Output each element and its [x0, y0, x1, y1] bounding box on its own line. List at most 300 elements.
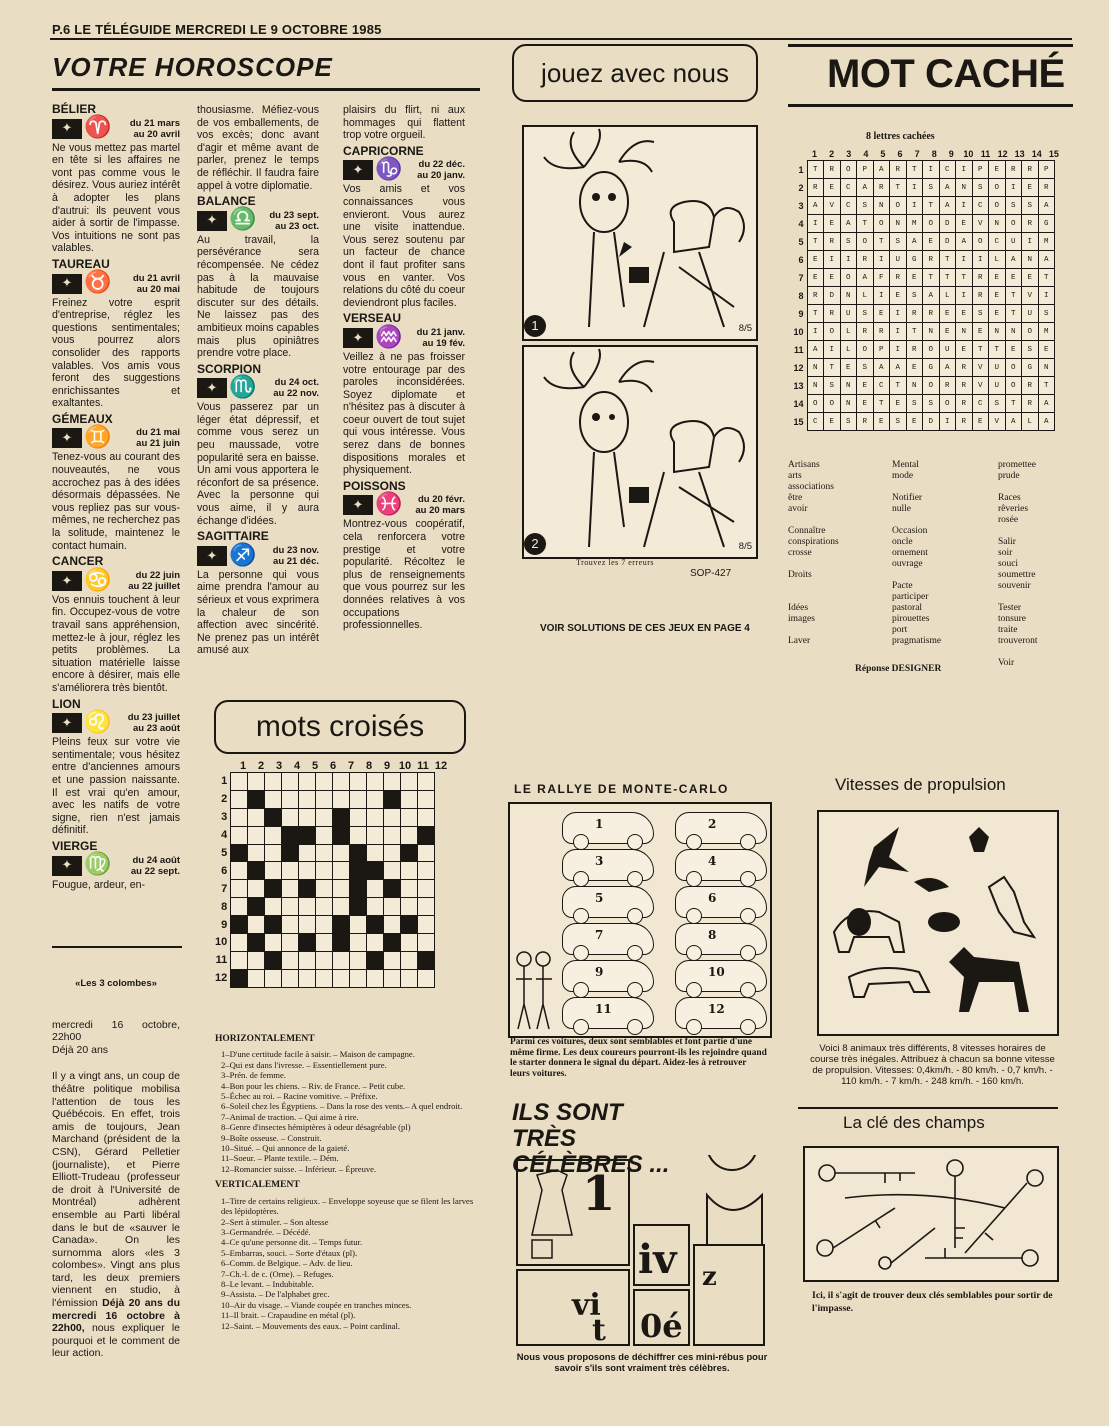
cw-cell[interactable] [248, 916, 265, 934]
mc-cell[interactable]: T [956, 269, 973, 287]
mc-cell[interactable]: V [1022, 287, 1039, 305]
mc-cell[interactable]: O [923, 215, 940, 233]
mc-cell[interactable]: D [939, 233, 956, 251]
cw-cell[interactable] [282, 790, 299, 808]
mc-cell[interactable]: R [890, 269, 907, 287]
mc-cell[interactable]: G [923, 359, 940, 377]
mc-cell[interactable]: T [906, 323, 923, 341]
cw-cell[interactable] [265, 898, 282, 916]
cw-cell[interactable] [299, 862, 316, 880]
mc-cell[interactable]: S [989, 395, 1006, 413]
mc-cell[interactable]: I [972, 251, 989, 269]
cw-cell[interactable] [265, 969, 282, 987]
cw-cell[interactable] [418, 790, 435, 808]
mc-cell[interactable]: U [840, 305, 857, 323]
mc-cell[interactable]: I [1022, 233, 1039, 251]
mc-cell[interactable]: U [989, 377, 1006, 395]
mc-cell[interactable]: C [972, 395, 989, 413]
mc-cell[interactable]: D [824, 287, 841, 305]
mc-cell[interactable]: V [972, 377, 989, 395]
mc-cell[interactable]: I [1005, 179, 1022, 197]
cw-cell[interactable] [401, 790, 418, 808]
mc-cell[interactable]: I [906, 179, 923, 197]
mc-cell[interactable]: E [824, 269, 841, 287]
cw-cell[interactable] [231, 934, 248, 952]
mc-cell[interactable]: E [989, 269, 1006, 287]
cw-cell[interactable] [384, 969, 401, 987]
cw-cell[interactable] [333, 951, 350, 969]
mc-cell[interactable]: R [939, 377, 956, 395]
mc-cell[interactable]: E [1038, 341, 1055, 359]
cw-cell[interactable] [384, 862, 401, 880]
mc-cell[interactable]: I [890, 305, 907, 323]
mc-cell[interactable]: A [939, 197, 956, 215]
mc-cell[interactable]: E [840, 359, 857, 377]
mc-cell[interactable]: O [1005, 377, 1022, 395]
mc-cell[interactable]: O [1022, 323, 1039, 341]
mc-cell[interactable]: A [857, 179, 874, 197]
mc-cell[interactable]: O [1005, 215, 1022, 233]
cw-cell[interactable] [265, 844, 282, 862]
mc-cell[interactable]: E [824, 413, 841, 431]
cw-cell[interactable] [282, 898, 299, 916]
mc-cell[interactable]: T [857, 215, 874, 233]
cw-cell[interactable] [333, 898, 350, 916]
cw-cell[interactable] [316, 862, 333, 880]
mc-cell[interactable]: E [857, 395, 874, 413]
cw-cell[interactable] [350, 934, 367, 952]
mc-cell[interactable]: S [890, 413, 907, 431]
rally-car[interactable] [562, 886, 654, 918]
mc-cell[interactable]: S [857, 197, 874, 215]
mc-cell[interactable]: O [923, 377, 940, 395]
mc-cell[interactable]: I [906, 197, 923, 215]
cw-cell[interactable] [418, 862, 435, 880]
rally-car[interactable] [562, 849, 654, 881]
mc-cell[interactable]: N [989, 323, 1006, 341]
mc-cell[interactable]: N [873, 197, 890, 215]
cw-cell[interactable] [384, 951, 401, 969]
cw-cell[interactable] [248, 808, 265, 826]
cw-cell[interactable] [401, 951, 418, 969]
mc-cell[interactable]: V [972, 215, 989, 233]
mc-cell[interactable]: R [873, 323, 890, 341]
cw-cell[interactable] [333, 790, 350, 808]
mc-cell[interactable]: T [989, 341, 1006, 359]
mc-cell[interactable]: E [989, 287, 1006, 305]
mc-cell[interactable]: I [890, 341, 907, 359]
mc-cell[interactable]: E [906, 413, 923, 431]
rally-car[interactable] [675, 812, 767, 844]
mc-cell[interactable]: C [840, 197, 857, 215]
mc-cell[interactable]: I [873, 287, 890, 305]
mc-cell[interactable]: R [1005, 161, 1022, 179]
cw-cell[interactable] [248, 826, 265, 844]
cw-cell[interactable] [282, 808, 299, 826]
mc-cell[interactable]: R [1022, 161, 1039, 179]
cw-cell[interactable] [316, 916, 333, 934]
cw-cell[interactable] [350, 773, 367, 791]
mc-cell[interactable]: T [1038, 269, 1055, 287]
mc-cell[interactable]: A [1038, 395, 1055, 413]
mc-cell[interactable]: N [989, 215, 1006, 233]
cw-cell[interactable] [248, 773, 265, 791]
mc-cell[interactable]: A [873, 161, 890, 179]
mc-cell[interactable]: A [906, 233, 923, 251]
cw-cell[interactable] [367, 790, 384, 808]
mc-cell[interactable]: I [1038, 287, 1055, 305]
mc-cell[interactable]: T [873, 233, 890, 251]
mc-cell[interactable]: R [1022, 215, 1039, 233]
mc-cell[interactable]: A [1038, 197, 1055, 215]
mc-cell[interactable]: E [939, 305, 956, 323]
mc-cell[interactable]: E [939, 323, 956, 341]
cw-cell[interactable] [282, 916, 299, 934]
mc-cell[interactable]: O [1005, 359, 1022, 377]
mc-cell[interactable]: E [890, 287, 907, 305]
mc-cell[interactable]: A [807, 197, 824, 215]
cw-cell[interactable] [316, 808, 333, 826]
mc-cell[interactable]: N [840, 287, 857, 305]
mc-cell[interactable]: E [956, 341, 973, 359]
mc-cell[interactable]: T [1038, 377, 1055, 395]
mc-cell[interactable]: E [923, 233, 940, 251]
mc-cell[interactable]: S [840, 413, 857, 431]
rally-car[interactable] [562, 923, 654, 955]
mc-cell[interactable]: E [824, 179, 841, 197]
cw-cell[interactable] [384, 898, 401, 916]
mc-cell[interactable]: I [923, 161, 940, 179]
mc-cell[interactable]: L [1022, 413, 1039, 431]
cw-cell[interactable] [367, 773, 384, 791]
mc-cell[interactable]: N [840, 395, 857, 413]
mc-cell[interactable]: T [923, 197, 940, 215]
mc-cell[interactable]: A [939, 179, 956, 197]
mc-cell[interactable]: S [906, 287, 923, 305]
mc-cell[interactable]: A [873, 359, 890, 377]
mc-cell[interactable]: E [956, 215, 973, 233]
mc-cell[interactable]: O [824, 395, 841, 413]
mc-cell[interactable]: R [873, 179, 890, 197]
mc-cell[interactable]: T [906, 161, 923, 179]
rally-car[interactable] [562, 812, 654, 844]
mc-cell[interactable]: L [840, 341, 857, 359]
mc-cell[interactable]: E [857, 377, 874, 395]
mc-cell[interactable]: R [956, 377, 973, 395]
mc-cell[interactable]: S [890, 233, 907, 251]
mc-cell[interactable]: V [972, 359, 989, 377]
cw-cell[interactable] [401, 826, 418, 844]
cw-cell[interactable] [282, 934, 299, 952]
mc-cell[interactable]: R [906, 305, 923, 323]
mc-cell[interactable]: S [840, 233, 857, 251]
cw-cell[interactable] [231, 862, 248, 880]
cw-cell[interactable] [265, 773, 282, 791]
cw-cell[interactable] [282, 951, 299, 969]
mc-cell[interactable]: A [840, 215, 857, 233]
mc-cell[interactable]: A [923, 287, 940, 305]
mc-cell[interactable]: S [824, 377, 841, 395]
cw-cell[interactable] [418, 808, 435, 826]
mc-cell[interactable]: G [1022, 359, 1039, 377]
mc-cell[interactable]: A [1038, 413, 1055, 431]
mc-cell[interactable]: E [972, 323, 989, 341]
cw-cell[interactable] [367, 826, 384, 844]
mc-cell[interactable]: T [972, 341, 989, 359]
mc-cell[interactable]: I [956, 287, 973, 305]
mc-cell[interactable]: T [1005, 395, 1022, 413]
mc-cell[interactable]: I [956, 251, 973, 269]
cw-cell[interactable] [231, 880, 248, 898]
mc-cell[interactable]: E [1005, 341, 1022, 359]
mc-cell[interactable]: A [807, 341, 824, 359]
mc-cell[interactable]: T [939, 251, 956, 269]
cw-cell[interactable] [367, 844, 384, 862]
mc-cell[interactable]: L [989, 251, 1006, 269]
mc-cell[interactable]: R [906, 341, 923, 359]
mc-cell[interactable]: U [1005, 233, 1022, 251]
mc-cell[interactable]: N [956, 323, 973, 341]
mc-cell[interactable]: R [1022, 377, 1039, 395]
cw-cell[interactable] [418, 880, 435, 898]
cw-cell[interactable] [316, 773, 333, 791]
cw-cell[interactable] [350, 826, 367, 844]
mc-cell[interactable]: R [807, 179, 824, 197]
mc-cell[interactable]: O [824, 323, 841, 341]
mc-cell[interactable]: E [972, 413, 989, 431]
cw-cell[interactable] [350, 916, 367, 934]
mc-cell[interactable]: R [890, 161, 907, 179]
mc-cell[interactable]: A [1005, 251, 1022, 269]
mc-cell[interactable]: O [873, 215, 890, 233]
mc-cell[interactable]: O [939, 395, 956, 413]
cw-cell[interactable] [418, 898, 435, 916]
cw-cell[interactable] [316, 898, 333, 916]
mc-cell[interactable]: T [807, 161, 824, 179]
mc-cell[interactable]: O [807, 395, 824, 413]
cw-cell[interactable] [282, 880, 299, 898]
cw-cell[interactable] [418, 916, 435, 934]
mc-cell[interactable]: R [824, 233, 841, 251]
mc-cell[interactable]: S [972, 179, 989, 197]
mc-cell[interactable]: O [857, 233, 874, 251]
cw-cell[interactable] [231, 951, 248, 969]
mc-cell[interactable]: R [807, 287, 824, 305]
cw-cell[interactable] [231, 826, 248, 844]
mc-cell[interactable]: S [857, 359, 874, 377]
mc-cell[interactable]: R [824, 305, 841, 323]
mc-cell[interactable]: E [989, 161, 1006, 179]
cw-cell[interactable] [384, 844, 401, 862]
rally-car[interactable] [675, 849, 767, 881]
mc-cell[interactable]: E [824, 215, 841, 233]
mc-cell[interactable]: T [873, 395, 890, 413]
mc-cell[interactable]: E [989, 305, 1006, 323]
cw-cell[interactable] [367, 969, 384, 987]
mc-cell[interactable]: N [807, 359, 824, 377]
mc-cell[interactable]: S [1038, 305, 1055, 323]
cw-cell[interactable] [418, 934, 435, 952]
cw-cell[interactable] [367, 898, 384, 916]
mc-cell[interactable]: O [857, 341, 874, 359]
mc-cell[interactable]: A [939, 359, 956, 377]
mc-cell[interactable]: O [890, 197, 907, 215]
mc-cell[interactable]: E [906, 359, 923, 377]
mc-cell[interactable]: S [923, 179, 940, 197]
cw-cell[interactable] [333, 880, 350, 898]
cw-cell[interactable] [265, 790, 282, 808]
mc-cell[interactable]: O [989, 197, 1006, 215]
cw-cell[interactable] [299, 790, 316, 808]
mc-cell[interactable]: A [1005, 413, 1022, 431]
mc-cell[interactable]: I [840, 251, 857, 269]
cw-cell[interactable] [316, 934, 333, 952]
mc-cell[interactable]: T [1005, 305, 1022, 323]
cw-cell[interactable] [418, 773, 435, 791]
mc-cell[interactable]: I [807, 215, 824, 233]
rally-car[interactable] [562, 960, 654, 992]
mc-cell[interactable]: G [906, 251, 923, 269]
mc-cell[interactable]: E [873, 305, 890, 323]
cw-cell[interactable] [299, 808, 316, 826]
cw-cell[interactable] [248, 951, 265, 969]
mc-cell[interactable]: O [989, 179, 1006, 197]
mc-cell[interactable]: C [972, 197, 989, 215]
cw-cell[interactable] [299, 773, 316, 791]
cw-cell[interactable] [316, 826, 333, 844]
mc-cell[interactable]: E [807, 251, 824, 269]
cw-cell[interactable] [248, 880, 265, 898]
mc-cell[interactable]: N [840, 377, 857, 395]
mc-cell[interactable]: I [807, 323, 824, 341]
mc-cell[interactable]: G [1038, 215, 1055, 233]
mc-cell[interactable]: E [807, 269, 824, 287]
mc-cell[interactable]: T [923, 269, 940, 287]
mc-cell[interactable]: L [840, 323, 857, 341]
mc-cell[interactable]: C [807, 413, 824, 431]
mc-cell[interactable]: D [923, 413, 940, 431]
rally-car[interactable] [675, 923, 767, 955]
mc-cell[interactable]: E [873, 413, 890, 431]
mc-cell[interactable]: D [939, 215, 956, 233]
mc-cell[interactable]: O [923, 341, 940, 359]
mc-cell[interactable]: E [906, 269, 923, 287]
mc-cell[interactable]: S [972, 305, 989, 323]
cw-cell[interactable] [367, 934, 384, 952]
cw-cell[interactable] [299, 898, 316, 916]
mc-cell[interactable]: E [890, 395, 907, 413]
cw-cell[interactable] [350, 951, 367, 969]
mc-cell[interactable]: C [840, 179, 857, 197]
cw-cell[interactable] [316, 880, 333, 898]
cw-cell[interactable] [384, 826, 401, 844]
mc-cell[interactable]: O [840, 269, 857, 287]
mc-cell[interactable]: C [989, 233, 1006, 251]
mc-cell[interactable]: R [956, 359, 973, 377]
mc-cell[interactable]: U [890, 251, 907, 269]
mc-cell[interactable]: R [956, 413, 973, 431]
cw-cell[interactable] [265, 826, 282, 844]
cw-cell[interactable] [299, 969, 316, 987]
cw-cell[interactable] [401, 773, 418, 791]
mc-cell[interactable]: R [923, 305, 940, 323]
mc-cell[interactable]: N [890, 215, 907, 233]
mc-cell[interactable]: L [939, 287, 956, 305]
cw-cell[interactable] [231, 898, 248, 916]
mc-cell[interactable]: U [939, 341, 956, 359]
cw-cell[interactable] [418, 844, 435, 862]
cw-cell[interactable] [231, 790, 248, 808]
mc-cell[interactable]: O [840, 161, 857, 179]
mc-cell[interactable]: R [857, 251, 874, 269]
mc-cell[interactable]: S [1005, 197, 1022, 215]
mc-cell[interactable]: A [956, 233, 973, 251]
cw-cell[interactable] [265, 862, 282, 880]
mc-cell[interactable]: I [824, 251, 841, 269]
rally-car[interactable] [562, 997, 654, 1029]
cw-cell[interactable] [248, 844, 265, 862]
mc-cell[interactable]: N [956, 179, 973, 197]
mc-cell[interactable]: U [1022, 305, 1039, 323]
mc-cell[interactable]: C [939, 161, 956, 179]
mc-cell[interactable]: S [906, 395, 923, 413]
mc-cell[interactable]: R [956, 395, 973, 413]
mc-cell[interactable]: T [1005, 287, 1022, 305]
mc-cell[interactable]: R [972, 287, 989, 305]
mc-cell[interactable]: A [857, 269, 874, 287]
mc-cell[interactable]: N [906, 377, 923, 395]
cw-cell[interactable] [401, 808, 418, 826]
mc-cell[interactable]: R [972, 269, 989, 287]
cw-cell[interactable] [316, 951, 333, 969]
cw-cell[interactable] [333, 862, 350, 880]
mc-cell[interactable]: E [1005, 269, 1022, 287]
rally-car[interactable] [675, 997, 767, 1029]
cw-cell[interactable] [282, 862, 299, 880]
mc-cell[interactable]: E [1022, 269, 1039, 287]
mc-cell[interactable]: M [906, 215, 923, 233]
mc-cell[interactable]: P [972, 161, 989, 179]
cw-cell[interactable] [299, 951, 316, 969]
cw-cell[interactable] [367, 808, 384, 826]
mc-cell[interactable]: L [857, 287, 874, 305]
mc-cell[interactable]: N [1038, 359, 1055, 377]
cw-cell[interactable] [401, 934, 418, 952]
cw-cell[interactable] [401, 862, 418, 880]
mc-cell[interactable]: R [824, 161, 841, 179]
cw-cell[interactable] [282, 969, 299, 987]
cw-cell[interactable] [282, 773, 299, 791]
cw-cell[interactable] [333, 844, 350, 862]
mc-cell[interactable]: P [1038, 161, 1055, 179]
mc-cell[interactable]: T [890, 179, 907, 197]
mc-cell[interactable]: V [989, 413, 1006, 431]
mc-cell[interactable]: T [939, 269, 956, 287]
mc-cell[interactable]: I [873, 251, 890, 269]
mc-cell[interactable]: R [1038, 179, 1055, 197]
mc-cell[interactable]: E [956, 305, 973, 323]
mc-cell[interactable]: P [857, 161, 874, 179]
cw-cell[interactable] [333, 773, 350, 791]
mc-cell[interactable]: I [824, 341, 841, 359]
mc-cell[interactable]: R [857, 413, 874, 431]
cw-cell[interactable] [418, 969, 435, 987]
mc-cell[interactable]: S [857, 305, 874, 323]
mc-cell[interactable]: P [873, 341, 890, 359]
mc-cell[interactable]: C [873, 377, 890, 395]
mc-cell[interactable]: I [939, 413, 956, 431]
mc-cell[interactable]: T [807, 233, 824, 251]
